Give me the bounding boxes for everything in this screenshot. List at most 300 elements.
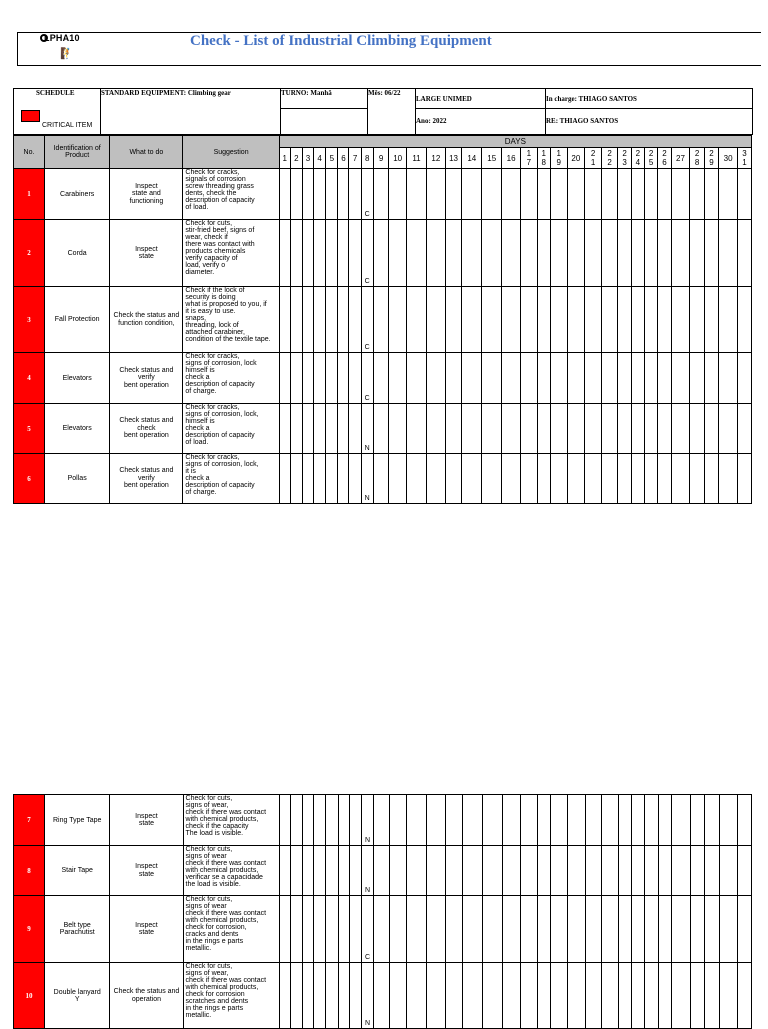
day-cell[interactable] <box>338 220 349 287</box>
day-cell[interactable] <box>551 963 568 1029</box>
day-cell[interactable] <box>690 404 704 454</box>
day-cell[interactable] <box>338 795 349 846</box>
day-cell[interactable] <box>719 404 738 454</box>
day-cell[interactable] <box>314 220 326 287</box>
day-cell[interactable] <box>445 353 462 404</box>
day-cell[interactable] <box>349 963 361 1029</box>
day-cell[interactable] <box>361 404 373 454</box>
day-cell[interactable] <box>537 353 550 404</box>
day-cell[interactable] <box>407 287 427 353</box>
day-cell[interactable] <box>632 963 645 1029</box>
day-cell[interactable] <box>690 169 704 220</box>
day-cell[interactable] <box>551 896 568 963</box>
day-cell[interactable] <box>302 353 313 404</box>
day-cell[interactable] <box>462 454 482 504</box>
day-cell[interactable] <box>361 846 373 896</box>
day-cell[interactable] <box>719 454 738 504</box>
day-cell[interactable] <box>601 287 618 353</box>
day-cell[interactable] <box>389 287 407 353</box>
day-cell[interactable] <box>389 220 407 287</box>
day-cell[interactable] <box>690 353 704 404</box>
day-cell[interactable] <box>737 353 751 404</box>
day-cell[interactable] <box>290 404 302 454</box>
day-cell[interactable] <box>446 963 463 1029</box>
day-cell[interactable] <box>705 896 719 963</box>
day-cell[interactable] <box>502 353 521 404</box>
day-cell[interactable] <box>374 963 390 1029</box>
day-cell[interactable] <box>658 963 671 1029</box>
day-cell[interactable] <box>326 353 338 404</box>
day-cell[interactable] <box>658 404 671 454</box>
day-cell[interactable] <box>302 220 313 287</box>
day-cell[interactable] <box>326 795 338 846</box>
day-cell[interactable] <box>326 169 338 220</box>
day-cell[interactable] <box>361 454 373 504</box>
day-cell[interactable] <box>279 795 290 846</box>
day-cell[interactable] <box>502 287 521 353</box>
day-cell[interactable] <box>407 454 427 504</box>
day-cell[interactable] <box>585 169 602 220</box>
day-cell[interactable] <box>373 353 389 404</box>
day-cell[interactable] <box>349 220 361 287</box>
day-cell[interactable] <box>389 963 407 1029</box>
day-cell[interactable] <box>737 454 751 504</box>
day-cell[interactable] <box>602 795 619 846</box>
day-cell[interactable] <box>279 963 290 1029</box>
day-cell[interactable] <box>407 896 427 963</box>
day-cell[interactable] <box>521 169 538 220</box>
day-cell[interactable] <box>389 454 407 504</box>
day-cell[interactable] <box>719 795 738 846</box>
day-cell[interactable] <box>658 896 671 963</box>
day-cell[interactable] <box>314 287 326 353</box>
day-cell[interactable] <box>631 287 644 353</box>
day-cell[interactable] <box>462 353 482 404</box>
day-cell[interactable] <box>567 846 585 896</box>
day-cell[interactable] <box>462 169 482 220</box>
day-cell[interactable] <box>290 220 302 287</box>
day-cell[interactable] <box>537 963 550 1029</box>
day-cell[interactable] <box>482 896 502 963</box>
day-cell[interactable] <box>445 220 462 287</box>
day-cell[interactable] <box>631 353 644 404</box>
day-cell[interactable] <box>426 287 445 353</box>
day-cell[interactable] <box>279 287 290 353</box>
day-cell[interactable] <box>737 287 751 353</box>
day-cell[interactable] <box>389 353 407 404</box>
day-cell[interactable] <box>314 169 326 220</box>
day-cell[interactable] <box>326 963 338 1029</box>
day-cell[interactable] <box>550 404 567 454</box>
day-cell[interactable] <box>290 353 302 404</box>
day-cell[interactable] <box>567 404 585 454</box>
day-cell[interactable] <box>690 287 704 353</box>
day-cell[interactable] <box>737 220 751 287</box>
day-cell[interactable] <box>631 220 644 287</box>
day-cell[interactable] <box>407 846 427 896</box>
day-cell[interactable] <box>290 846 302 896</box>
day-cell[interactable] <box>550 454 567 504</box>
day-cell[interactable] <box>645 287 658 353</box>
day-cell[interactable] <box>537 795 550 846</box>
day-cell[interactable] <box>550 353 567 404</box>
day-cell[interactable] <box>373 404 389 454</box>
day-cell[interactable] <box>585 795 602 846</box>
day-cell[interactable] <box>502 846 521 896</box>
day-cell[interactable] <box>550 220 567 287</box>
day-cell[interactable] <box>482 353 502 404</box>
day-cell[interactable] <box>314 846 326 896</box>
day-cell[interactable] <box>446 846 463 896</box>
day-cell[interactable] <box>445 404 462 454</box>
day-cell[interactable] <box>521 404 538 454</box>
day-cell[interactable] <box>537 287 550 353</box>
day-cell[interactable] <box>645 846 658 896</box>
day-cell[interactable] <box>658 220 671 287</box>
day-cell[interactable] <box>338 169 349 220</box>
day-cell[interactable] <box>601 169 618 220</box>
day-cell[interactable] <box>618 220 631 287</box>
day-cell[interactable] <box>567 220 585 287</box>
day-cell[interactable] <box>567 169 585 220</box>
day-cell[interactable] <box>567 353 585 404</box>
day-cell[interactable] <box>279 896 290 963</box>
day-cell[interactable] <box>326 846 338 896</box>
day-cell[interactable] <box>349 896 361 963</box>
day-cell[interactable] <box>658 846 671 896</box>
day-cell[interactable] <box>737 169 751 220</box>
day-cell[interactable] <box>672 896 691 963</box>
day-cell[interactable] <box>349 353 361 404</box>
day-cell[interactable] <box>373 454 389 504</box>
day-cell[interactable] <box>502 454 521 504</box>
day-cell[interactable] <box>658 287 671 353</box>
day-cell[interactable] <box>502 220 521 287</box>
day-cell[interactable] <box>338 404 349 454</box>
day-cell[interactable] <box>373 220 389 287</box>
day-cell[interactable] <box>302 169 313 220</box>
day-cell[interactable] <box>427 896 446 963</box>
day-cell[interactable] <box>314 404 326 454</box>
day-cell[interactable] <box>738 846 752 896</box>
day-cell[interactable] <box>338 963 349 1029</box>
day-cell[interactable] <box>705 795 719 846</box>
day-cell[interactable] <box>521 963 538 1029</box>
day-cell[interactable] <box>374 896 390 963</box>
day-cell[interactable] <box>537 846 550 896</box>
day-cell[interactable] <box>690 454 704 504</box>
day-cell[interactable] <box>618 846 631 896</box>
day-cell[interactable] <box>551 846 568 896</box>
day-cell[interactable] <box>567 963 585 1029</box>
day-cell[interactable] <box>361 963 373 1029</box>
day-cell[interactable] <box>618 896 631 963</box>
day-cell[interactable] <box>567 287 585 353</box>
day-cell[interactable] <box>445 454 462 504</box>
day-cell[interactable] <box>602 963 619 1029</box>
day-cell[interactable] <box>446 896 463 963</box>
day-cell[interactable] <box>601 220 618 287</box>
day-cell[interactable] <box>407 353 427 404</box>
day-cell[interactable] <box>719 287 738 353</box>
day-cell[interactable] <box>427 963 446 1029</box>
day-cell[interactable] <box>585 846 602 896</box>
day-cell[interactable] <box>290 169 302 220</box>
day-cell[interactable] <box>719 220 738 287</box>
day-cell[interactable] <box>279 454 290 504</box>
day-cell[interactable] <box>632 896 645 963</box>
day-cell[interactable] <box>445 287 462 353</box>
day-cell[interactable] <box>521 454 538 504</box>
day-cell[interactable] <box>704 287 718 353</box>
day-cell[interactable] <box>550 169 567 220</box>
day-cell[interactable] <box>389 846 407 896</box>
day-cell[interactable] <box>537 404 550 454</box>
day-cell[interactable] <box>719 846 738 896</box>
day-cell[interactable] <box>585 963 602 1029</box>
day-cell[interactable] <box>303 795 314 846</box>
day-cell[interactable] <box>389 169 407 220</box>
day-cell[interactable] <box>719 896 738 963</box>
day-cell[interactable] <box>658 795 671 846</box>
day-cell[interactable] <box>482 220 502 287</box>
day-cell[interactable] <box>326 404 338 454</box>
day-cell[interactable] <box>618 454 631 504</box>
day-cell[interactable] <box>502 169 521 220</box>
day-cell[interactable] <box>303 846 314 896</box>
day-cell[interactable] <box>361 287 373 353</box>
day-cell[interactable] <box>618 404 631 454</box>
day-cell[interactable] <box>427 795 446 846</box>
day-cell[interactable] <box>537 896 550 963</box>
day-cell[interactable] <box>426 220 445 287</box>
day-cell[interactable] <box>645 454 658 504</box>
day-cell[interactable] <box>361 896 373 963</box>
day-cell[interactable] <box>719 169 738 220</box>
day-cell[interactable] <box>426 404 445 454</box>
day-cell[interactable] <box>361 220 373 287</box>
day-cell[interactable] <box>550 287 567 353</box>
day-cell[interactable] <box>302 287 313 353</box>
day-cell[interactable] <box>462 404 482 454</box>
day-cell[interactable] <box>567 454 585 504</box>
day-cell[interactable] <box>671 454 690 504</box>
day-cell[interactable] <box>482 287 502 353</box>
day-cell[interactable] <box>482 795 502 846</box>
day-cell[interactable] <box>338 287 349 353</box>
day-cell[interactable] <box>462 220 482 287</box>
day-cell[interactable] <box>374 846 390 896</box>
day-cell[interactable] <box>349 287 361 353</box>
day-cell[interactable] <box>521 287 538 353</box>
day-cell[interactable] <box>407 404 427 454</box>
day-cell[interactable] <box>738 963 752 1029</box>
day-cell[interactable] <box>738 795 752 846</box>
day-cell[interactable] <box>585 287 602 353</box>
day-cell[interactable] <box>426 353 445 404</box>
day-cell[interactable] <box>690 963 704 1029</box>
day-cell[interactable] <box>361 795 373 846</box>
day-cell[interactable] <box>389 404 407 454</box>
day-cell[interactable] <box>738 896 752 963</box>
day-cell[interactable] <box>585 353 602 404</box>
day-cell[interactable] <box>671 287 690 353</box>
day-cell[interactable] <box>567 795 585 846</box>
day-cell[interactable] <box>427 846 446 896</box>
day-cell[interactable] <box>645 169 658 220</box>
day-cell[interactable] <box>361 353 373 404</box>
day-cell[interactable] <box>314 353 326 404</box>
day-cell[interactable] <box>618 287 631 353</box>
day-cell[interactable] <box>482 454 502 504</box>
day-cell[interactable] <box>326 896 338 963</box>
day-cell[interactable] <box>462 846 482 896</box>
day-cell[interactable] <box>374 795 390 846</box>
day-cell[interactable] <box>690 896 704 963</box>
day-cell[interactable] <box>389 795 407 846</box>
day-cell[interactable] <box>537 169 550 220</box>
day-cell[interactable] <box>737 404 751 454</box>
day-cell[interactable] <box>551 795 568 846</box>
day-cell[interactable] <box>671 220 690 287</box>
day-cell[interactable] <box>314 963 326 1029</box>
day-cell[interactable] <box>601 454 618 504</box>
day-cell[interactable] <box>314 795 326 846</box>
day-cell[interactable] <box>671 404 690 454</box>
day-cell[interactable] <box>462 287 482 353</box>
day-cell[interactable] <box>602 846 619 896</box>
day-cell[interactable] <box>302 454 313 504</box>
day-cell[interactable] <box>279 169 290 220</box>
day-cell[interactable] <box>521 220 538 287</box>
day-cell[interactable] <box>290 287 302 353</box>
day-cell[interactable] <box>645 896 658 963</box>
day-cell[interactable] <box>338 896 349 963</box>
day-cell[interactable] <box>618 353 631 404</box>
day-cell[interactable] <box>349 169 361 220</box>
day-cell[interactable] <box>690 220 704 287</box>
day-cell[interactable] <box>314 896 326 963</box>
day-cell[interactable] <box>279 353 290 404</box>
day-cell[interactable] <box>521 353 538 404</box>
day-cell[interactable] <box>279 220 290 287</box>
day-cell[interactable] <box>338 454 349 504</box>
day-cell[interactable] <box>349 404 361 454</box>
day-cell[interactable] <box>521 795 538 846</box>
day-cell[interactable] <box>482 404 502 454</box>
day-cell[interactable] <box>338 353 349 404</box>
day-cell[interactable] <box>303 963 314 1029</box>
day-cell[interactable] <box>302 404 313 454</box>
day-cell[interactable] <box>407 220 427 287</box>
day-cell[interactable] <box>618 963 631 1029</box>
day-cell[interactable] <box>279 846 290 896</box>
day-cell[interactable] <box>446 795 463 846</box>
day-cell[interactable] <box>645 353 658 404</box>
day-cell[interactable] <box>314 454 326 504</box>
day-cell[interactable] <box>704 353 718 404</box>
day-cell[interactable] <box>537 454 550 504</box>
day-cell[interactable] <box>645 795 658 846</box>
day-cell[interactable] <box>719 963 738 1029</box>
day-cell[interactable] <box>426 454 445 504</box>
day-cell[interactable] <box>445 169 462 220</box>
day-cell[interactable] <box>602 896 619 963</box>
day-cell[interactable] <box>671 353 690 404</box>
day-cell[interactable] <box>705 846 719 896</box>
day-cell[interactable] <box>601 404 618 454</box>
day-cell[interactable] <box>502 795 521 846</box>
day-cell[interactable] <box>303 896 314 963</box>
day-cell[interactable] <box>502 896 521 963</box>
day-cell[interactable] <box>658 169 671 220</box>
day-cell[interactable] <box>482 169 502 220</box>
day-cell[interactable] <box>482 963 502 1029</box>
day-cell[interactable] <box>585 896 602 963</box>
day-cell[interactable] <box>690 795 704 846</box>
day-cell[interactable] <box>704 404 718 454</box>
day-cell[interactable] <box>585 454 602 504</box>
day-cell[interactable] <box>645 404 658 454</box>
day-cell[interactable] <box>705 963 719 1029</box>
day-cell[interactable] <box>645 963 658 1029</box>
day-cell[interactable] <box>290 896 302 963</box>
day-cell[interactable] <box>521 896 538 963</box>
day-cell[interactable] <box>632 846 645 896</box>
day-cell[interactable] <box>632 795 645 846</box>
day-cell[interactable] <box>658 454 671 504</box>
day-cell[interactable] <box>585 220 602 287</box>
day-cell[interactable] <box>279 404 290 454</box>
day-cell[interactable] <box>671 169 690 220</box>
day-cell[interactable] <box>601 353 618 404</box>
day-cell[interactable] <box>631 454 644 504</box>
day-cell[interactable] <box>704 169 718 220</box>
day-cell[interactable] <box>407 169 427 220</box>
day-cell[interactable] <box>690 846 704 896</box>
day-cell[interactable] <box>326 287 338 353</box>
day-cell[interactable] <box>704 220 718 287</box>
day-cell[interactable] <box>618 169 631 220</box>
day-cell[interactable] <box>426 169 445 220</box>
day-cell[interactable] <box>462 795 482 846</box>
day-cell[interactable] <box>361 169 373 220</box>
day-cell[interactable] <box>338 846 349 896</box>
day-cell[interactable] <box>290 454 302 504</box>
day-cell[interactable] <box>618 795 631 846</box>
day-cell[interactable] <box>290 795 302 846</box>
day-cell[interactable] <box>373 287 389 353</box>
day-cell[interactable] <box>462 896 482 963</box>
day-cell[interactable] <box>349 846 361 896</box>
day-cell[interactable] <box>567 896 585 963</box>
day-cell[interactable] <box>502 963 521 1029</box>
day-cell[interactable] <box>502 404 521 454</box>
day-cell[interactable] <box>585 404 602 454</box>
day-cell[interactable] <box>407 963 427 1029</box>
day-cell[interactable] <box>389 896 407 963</box>
day-cell[interactable] <box>631 169 644 220</box>
day-cell[interactable] <box>704 454 718 504</box>
day-cell[interactable] <box>672 963 691 1029</box>
day-cell[interactable] <box>672 795 691 846</box>
day-cell[interactable] <box>349 454 361 504</box>
day-cell[interactable] <box>290 963 302 1029</box>
day-cell[interactable] <box>326 220 338 287</box>
day-cell[interactable] <box>407 795 427 846</box>
day-cell[interactable] <box>349 795 361 846</box>
day-cell[interactable] <box>537 220 550 287</box>
